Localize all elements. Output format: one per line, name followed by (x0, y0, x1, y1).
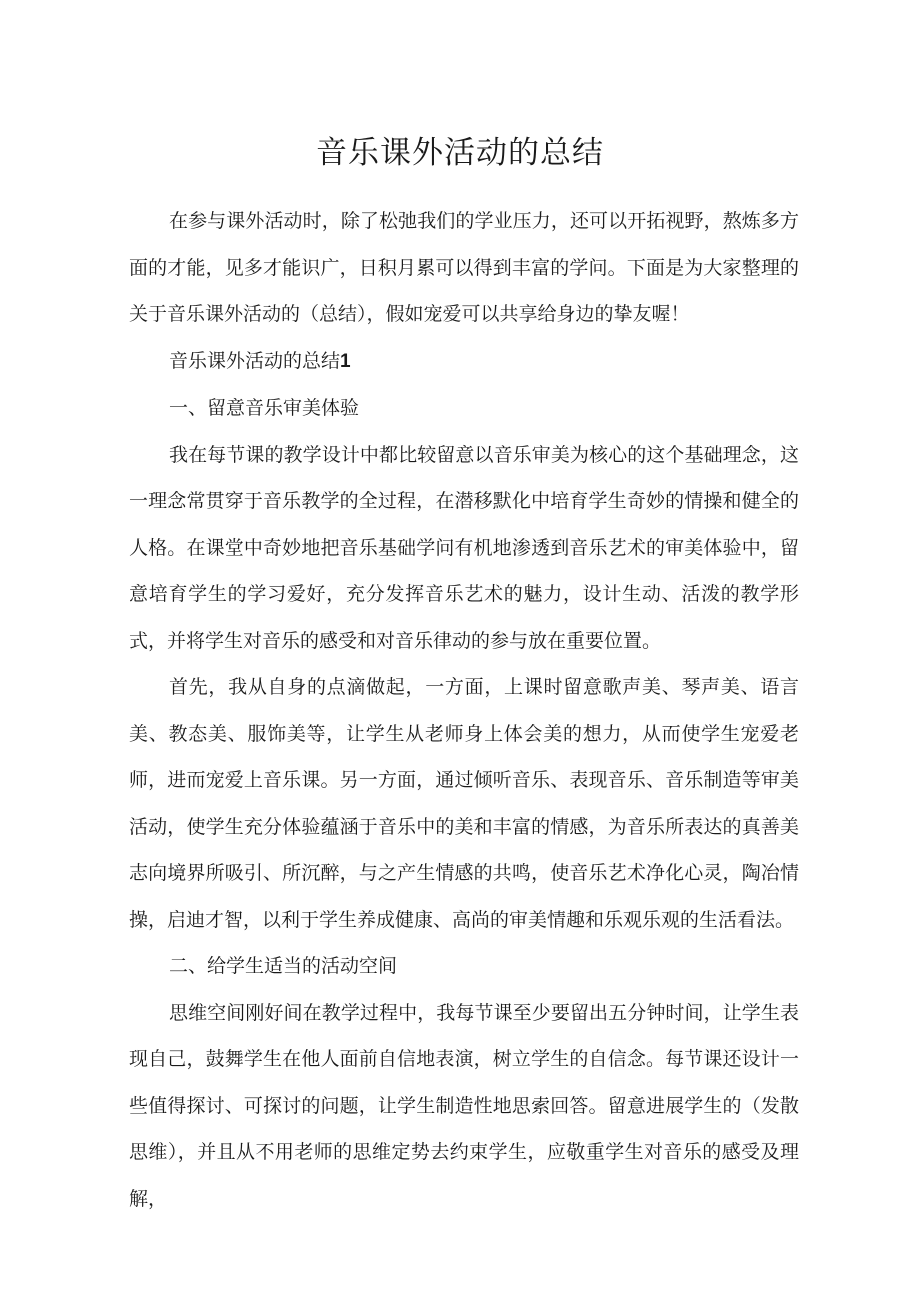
heading-activity-space: 二、给学生适当的活动空间 (169, 955, 398, 977)
intro-paragraph: 在参与课外活动时，除了松弛我们的学业压力，还可以开拓视野，熬炼多方面的才能，见多才能识广，日积月累可以得到丰富的学问。下面是为大家整理的关于音乐课外活动的（总结），假如宠爱可以共享给身边的挚友喔！ (129, 210, 799, 325)
paragraph-teacher-example: 首先，我从自身的点滴做起，一方面，上课时留意歌声美、琴声美、语言美、教态美、服饰美等，让学生从老师身上体会美的想力，从而使学生宠爱老师，进而宠爱上音乐课。另一方面，通过倾听音乐、表现音乐、音乐制造等审美活动，使学生充分体验蕴涵于音乐中的美和丰富的情感，为音乐所表达的真善美志向境界所吸引、所沉醉，与之产生情感的共鸣，使音乐艺术净化心灵，陶冶情操，启迪才智，以利于学生养成健康、高尚的审美情趣和乐观乐观的生活看法。 (129, 676, 799, 931)
document-body (129, 198, 799, 1222)
paragraph-thinking-space: 思维空间刚好间在教学过程中，我每节课至少要留出五分钟时间，让学生表现自己，鼓舞学生在他人面前自信地表演，树立学生的自信念。每节课还设计一些值得探讨、可探讨的问题，让学生制造性地思索回答。留意进展学生的（发散思维），并且从不用老师的思维定势去约束学生，应敬重学生对音乐的感受及理解， (129, 1001, 799, 1210)
paragraph-aesthetic-design: 我在每节课的教学设计中都比较留意以音乐审美为核心的这个基础理念，这一理念常贯穿于音乐教学的全过程，在潜移默化中培育学生奇妙的情操和健全的人格。在课堂中奇妙地把音乐基础学问有机地渗透到音乐艺术的审美体验中，留意培育学生的学习爱好，充分发挥音乐艺术的魅力，设计生动、活泼的教学形式，并将学生对音乐的感受和对音乐律动的参与放在重要位置。 (129, 443, 799, 652)
section-title (129, 338, 799, 386)
document-title: 音乐课外活动的总结 (316, 135, 604, 171)
section-title-text: 音乐课外活动的总结 (169, 349, 341, 372)
heading-aesthetic-experience: 一、留意音乐审美体验 (169, 397, 360, 419)
section-number: 1 (340, 350, 351, 372)
